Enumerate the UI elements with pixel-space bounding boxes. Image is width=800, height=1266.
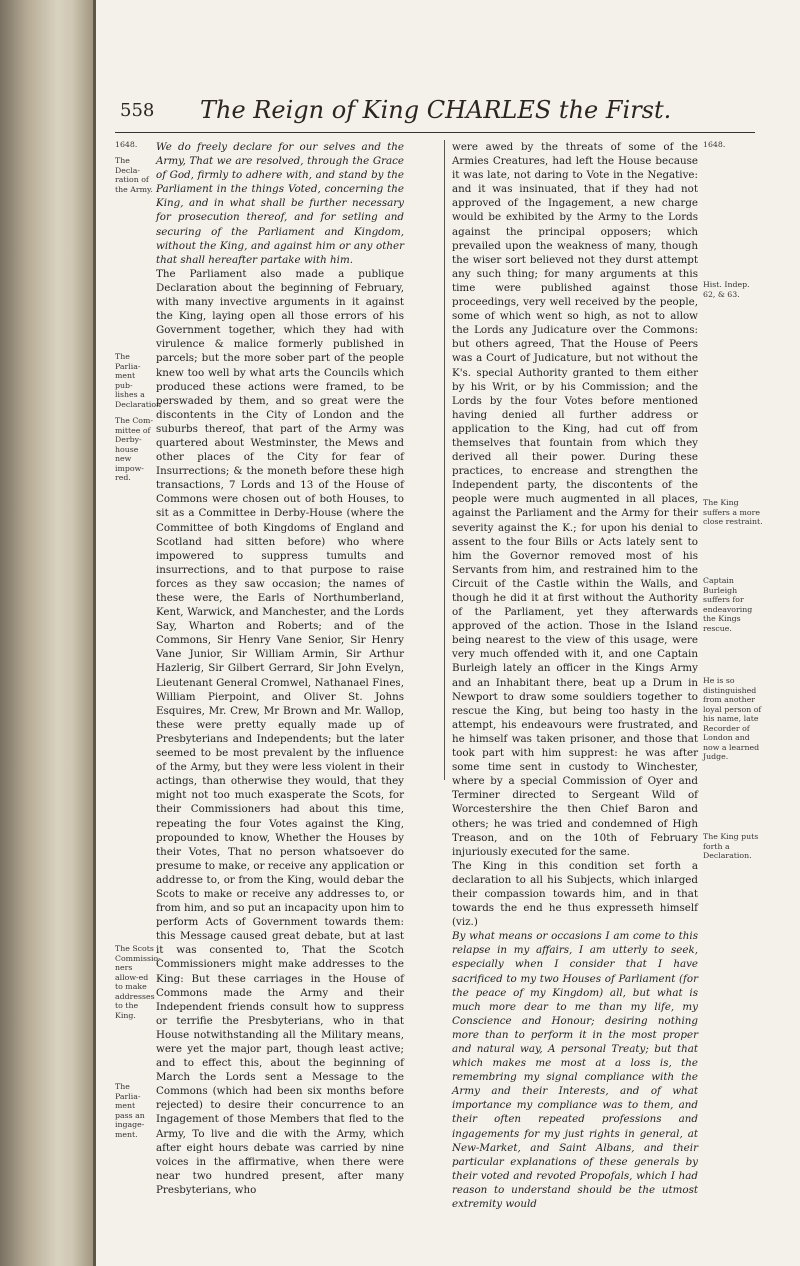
- right-margin-note-2: The King suffers a more close restraint.: [703, 498, 763, 526]
- right-margin-note-4: He is so distinguished from another loyal person of his name, late Recorder of London and now a learned Judge.: [703, 676, 762, 761]
- right-margin-note-1: Hist. Indep. 62, & 63.: [703, 280, 750, 299]
- right-paragraph-1: were awed by the threats of some of the Armies Creatures, had left the House because it was late, not daring to Vote in the Negative: and it was insinuated, that if they had not approved of the Ingagement, a new charge would be exhibited by the Army to the Lords against the principal opposers; which prevailed upon the weakness of many, though the wiser sort believed not they durst attempt any such thing; for many arguments at this time were published against those proceedings, very well received by the people, some of which went so high, as not to allow the Lords any Judicature over the Commons: but others agreed, That the House of Peers was a Court of Judicature, but not without the K's. special Authority granted to them either by his Writ, or by his Commission; and the Lords by the four Votes before mentioned having denied all further address or application to the King, had cut off from themselves that fountain from which they derived all their power. During these practices, to encrease and strengthen the Independent party, the discontents of the people were much augmented in all places, against the Parliament and the Army for their severity against the K.; for upon his denial to assent to the four Bills or Acts lately sent to him the Governor removed most of his Servants from him, and restrained him to the Circuit of the Castle within the Walls, and though he did it at first without the Authority of the Parliament, yet they afterwards approved of the action. Those in the Island being nearest to the view of this usage, were very much offended with it, and one Captain Burleigh lately an officer in the Kings Army and an Inhabitant there, beat up a Drum in Newport to draw some souldiers together to rescue the King, but being too hasty in the attempt, his endeavours were frustrated, and he himself was taken prisoner, and those that took part with him supprest: he was after some time sent in custody to Winchester, where by a special Commission of Oyer and Terminer directed to Sergeant Wild of Worcestershire the then Chief Baron and others; he was tried and condemned of High Treason, and on the 10th of February injuriously executed for the same.: [452, 141, 698, 858]
- left-margin-note-5: The Parlia-ment pass an ingage-ment.: [115, 1082, 145, 1139]
- right-margin-year: 1648.: [703, 140, 726, 149]
- column-divider: [444, 140, 445, 780]
- right-paragraph-3: By what means or occasions I am come to this relapse in my affairs, I am utterly to seek, especially when I consider that I have sacrificed to my two Houses of Parliament (for the peace of my Kingdom) all, but what is much more dear to me than my life, my Conscience and Honour; desiring nothing more than to perform it in the most proper and natural way, A personal Treaty; but that which makes me most at a loss is, the remembring my signal compliance with the Army and their Interests, and of what importance my compliance was to them, and their often repeated professions and ingagements for my just rights in general, at New-Market, and Saint Albans, and their particular explanations of these generals by their voted and revoted Propofals, which I had reason to understand should be the utmost extremity would: [452, 930, 698, 1211]
- right-text-column: [452, 140, 698, 1211]
- right-margin-note-5: The King puts forth a Declaration.: [703, 832, 759, 860]
- right-margin-note-3: Captain Burleigh suffers for endeavoring the Kings rescue.: [703, 576, 753, 633]
- page-header: [120, 96, 760, 132]
- running-head: The Reign of King CHARLES the First.: [200, 96, 672, 124]
- left-paragraph-1: We do freely declare for our selves and the Army, That we are resolved, through the Grace of God, firmly to adhere with, and stand by the Parliament in the things Voted, concerning the King, and in what shall be further necessary for prosecution thereof, and for setling and securing of the Parliament and Kingdom, without the King, and against him or any other that shall hereafter partake with him.: [156, 141, 404, 266]
- left-text-column: [156, 140, 404, 1197]
- right-paragraph-2: The King in this condition set forth a declaration to all his Subjects, which inlarged their compassion towards him, and in that towards the end he thus expresseth himself (viz.): [452, 859, 698, 929]
- left-margin-year: 1648.: [115, 140, 138, 149]
- header-rule: [115, 132, 755, 133]
- book-gutter: [0, 0, 96, 1266]
- page-number: 558: [120, 100, 155, 121]
- left-margin-note-3: The Com-mittee of Derby-house new impow-red.: [115, 416, 154, 482]
- left-paragraph-2: The Parliament also made a publique Declaration about the beginning of February, with many invective arguments in it against the King, laying open all those errors of his Government together, which they had with virulence & malice formerly published in parcels; but the more sober part of the people knew too well by what arts the Councils which produced these actions were framed, to be perswaded by them, and so great were the discontents in the City of London and the suburbs thereof, that part of the Army was quartered about Westminster, the Mews and other places of the City for fear of Insurrections; & the moneth before these high transactions, 7 Lords and 13 of the House of Commons were chosen out of both Houses, to sit as a Committee in Derby-House (where the Committee of both Kingdoms of England and Scotland had sitten before) who where impowered to suppress tumults and insurrections, and to that purpose to raise forces as they saw occasion; the names of these were, the Earls of Northumberland, Kent, Warwick, and Manchester, and the Lords Say, Wharton and Roberts; and of the Commons, Sir Henry Vane Senior, Sir Henry Vane Junior, Sir William Armin, Sir Arthur Hazlerig, Sir Gilbert Gerrard, Sir John Evelyn, Lieutenant General Cromwel, Nathanael Fines, William Pierpoint, and Oliver St. Johns Esquires, Mr. Crew, Mr Brown and Mr. Wallop, these were pretty equally made up of Presbyterians and Independents; but the later seemed to be most prevalent by the influence of the Army, but they were less violent in their actings, than otherwise they would, that they might not too much exasperate the Scots, for their Commissioners had about this time, repeating the four Votes against the King, propounded to know, Whether the Houses by their Votes, That no person whatsoever do presume to make, or receive any application or addresse to, or from the King, would debar the Scots to make or receive any addresses to, or from him, and so put an incapacity upon him to perform Acts of Government towards them: this Message caused great debate, but at last it was consented to, That the Scotch Commissioners might make addresses to the King: But these carriages in the House of Commons made the Army and their Independent friends consult how to suppress or terrifie the Presbyterians, who in that House notwithstanding all the Military means, were yet the major part, though least active; and to effect this, about the beginning of March the Lords sent a Message to the Commons (which had been six months before rejected) to desire their concurrence to an Ingagement of those Members that fled to the Army, To live and die with the Army, which after eight hours debate was carried by nine voices in the affirmative, when there were near two hundred present, after many Presbyterians, who: [156, 267, 404, 1196]
- left-margin-note-1: The Decla-ration of the Army.: [115, 156, 153, 194]
- left-margin-note-4: The Scots Commissio-ners allow-ed to make addresses to the King.: [115, 944, 161, 1020]
- left-margin-note-2: The Parlia-ment pub-lishes a Declaration: [115, 352, 162, 409]
